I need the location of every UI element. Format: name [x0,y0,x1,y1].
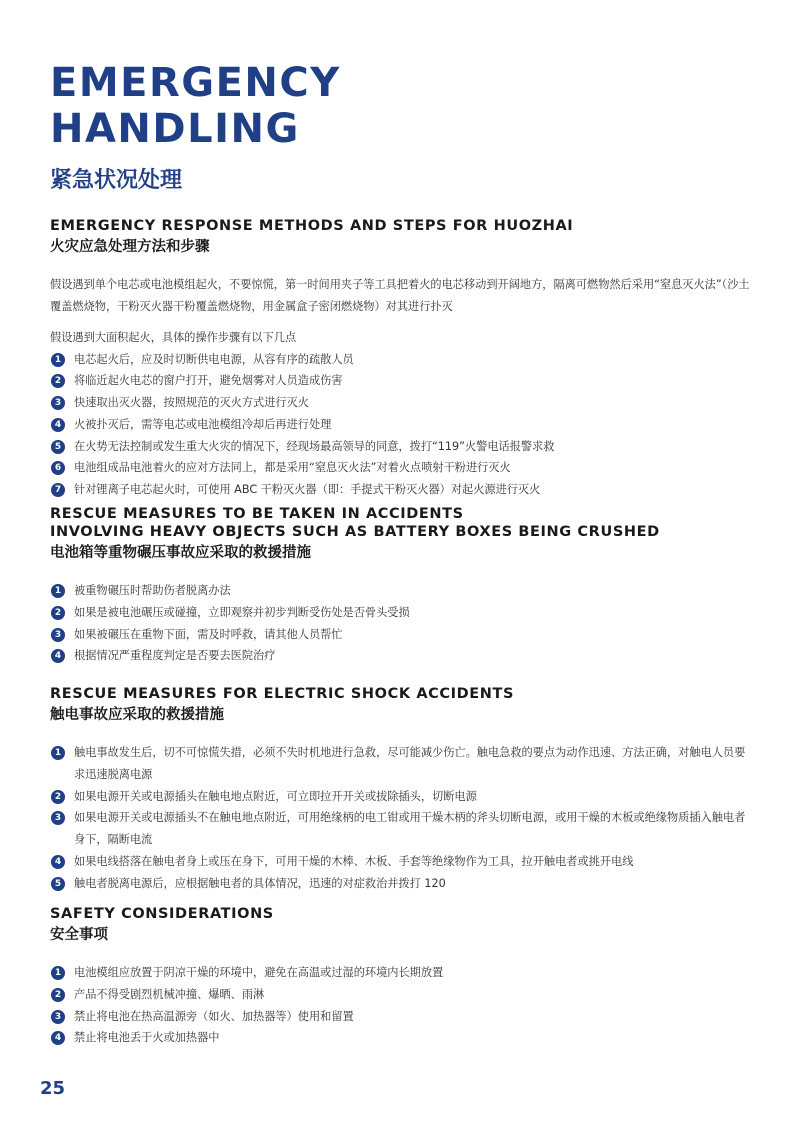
list-item [50,602,750,624]
number-6-icon: 6 [51,461,65,475]
number-2-icon: 2 [51,606,65,620]
page-number: 25 [40,1078,66,1099]
number-2-icon: 2 [51,988,65,1002]
section-safety [50,905,750,1049]
list-item [50,479,750,501]
number-2-icon: 2 [51,790,65,804]
list-item [50,851,750,873]
section-heading-en: EMERGENCY RESPONSE METHODS AND STEPS FOR HUOZHAI [50,218,574,234]
number-5-icon: 5 [51,877,65,891]
section-heading-cn: 火灾应急处理方法和步骤 [50,239,210,255]
number-4-icon: 4 [51,418,65,432]
section-heading-cn: 电池箱等重物碾压事故应采取的救援措施 [50,545,311,561]
section-heading-en: SAFETY CONSIDERATIONS [50,906,274,922]
list-item [50,414,750,436]
number-1-icon: 1 [51,353,65,367]
number-7-icon: 7 [51,483,65,497]
number-1-icon: 1 [51,966,65,980]
list-item [50,1006,750,1028]
list-item [50,984,750,1006]
list-item [50,645,750,667]
list-item-text: 在火势无法控制或发生重大火灾的情况下，经现场最高领导的同意，拨打“119”火警电话报警求救 [74,439,555,453]
list-item [50,807,750,851]
steps-list [50,742,750,895]
list-item-text: 如果是被电池碾压或碰撞，立即观察并初步判断受伤处是否骨头受损 [74,605,410,619]
list-item-text: 火被扑灭后，需等电芯或电池模组冷却后再进行处理 [74,417,332,431]
number-3-icon: 3 [51,396,65,410]
list-item [50,349,750,371]
intro-paragraph: 假设遇到单个电芯或电池模组起火，不要惊慌，第一时间用夹子等工具把着火的电芯移动到开阔地方，隔离可燃物然后采用“窒息灭火法”（沙土覆盖燃烧物，干粉灭火器干粉覆盖燃烧物，用金属盒子密闭燃烧物）对其进行扑灭 [50,278,750,313]
section-heading-cn: 安全事项 [50,927,108,943]
list-item-text: 如果电源开关或电源插头在触电地点附近，可立即拉开开关或拔除插头，切断电源 [74,789,477,803]
list-item-text: 如果电线搭落在触电者身上或压在身下，可用干燥的木棒、木板、手套等绝缘物作为工具，拉开触电者或挑开电线 [74,854,634,868]
list-item [50,742,750,786]
lead-paragraph: 假设遇到大面积起火，具体的操作步骤有以下几点 [50,331,297,344]
list-item-text: 如果电源开关或电源插头不在触电地点附近，可用绝缘柄的电工钳或用干燥木柄的斧头切断电源，或用干燥的木板或绝缘物质插入触电者身下，隔断电流 [74,811,746,847]
list-item [50,624,750,646]
section-heading-en: RESCUE MEASURES TO BE TAKEN IN ACCIDENTS INVOLVING HEAVY OBJECTS SUCH AS BATTERY BOXES BEING CRUSHED [50,506,660,540]
list-item [50,436,750,458]
section-heading-en: RESCUE MEASURES FOR ELECTRIC SHOCK ACCIDENTS [50,686,515,702]
section-fire-response [50,217,750,501]
steps-list [50,349,750,502]
number-1-icon: 1 [51,746,65,760]
list-item-text: 快速取出灭火器，按照规范的灭火方式进行灭火 [74,396,309,410]
number-4-icon: 4 [51,649,65,663]
number-3-icon: 3 [51,811,65,825]
steps-list [50,580,750,667]
number-4-icon: 4 [51,855,65,869]
list-item [50,392,750,414]
number-5-icon: 5 [51,440,65,454]
list-item [50,1027,750,1049]
list-item-text: 如果被碾压在重物下面，需及时呼救，请其他人员帮忙 [74,627,343,641]
number-4-icon: 4 [51,1031,65,1045]
list-item-text: 产品不得受剧烈机械冲撞、爆晒、雨淋 [74,987,265,1001]
list-item-text: 禁止将电池丢于火或加热器中 [74,1031,220,1045]
steps-list [50,962,750,1049]
page-subtitle: 紧急状况处理 [50,168,183,193]
number-3-icon: 3 [51,628,65,642]
list-item-text: 针对锂离子电芯起火时，可使用 ABC 干粉灭火器（即：手提式干粉灭火器）对起火源进行灭火 [74,483,541,497]
list-item [50,580,750,602]
number-1-icon: 1 [51,584,65,598]
section-crush-rescue [50,505,750,667]
list-item-text: 电芯起火后，应及时切断供电电源，从容有序的疏散人员 [74,352,354,366]
list-item-text: 电池模组应放置于阴凉干燥的环境中，避免在高温或过湿的环境内长期放置 [74,966,444,979]
page-title: EMERGENCY HANDLING [50,60,341,152]
list-item [50,873,750,895]
number-2-icon: 2 [51,374,65,388]
list-item-text: 根据情况严重程度判定是否要去医院治疗 [74,649,276,663]
list-item [50,962,750,984]
number-3-icon: 3 [51,1010,65,1024]
list-item [50,786,750,808]
list-item-text: 触电者脱离电源后，应根据触电者的具体情况，迅速的对症救治并拨打 120 [74,876,446,890]
section-heading-cn: 触电事故应采取的救援措施 [50,707,224,723]
list-item-text: 被重物碾压时帮助伤者脱离办法 [74,584,231,597]
section-electric-shock [50,685,750,895]
list-item-text: 禁止将电池在热高温源旁（如火、加热器等）使用和留置 [74,1009,354,1023]
list-item [50,457,750,479]
list-item [50,370,750,392]
list-item-text: 将临近起火电芯的窗户打开，避免烟雾对人员造成伤害 [74,374,343,388]
list-item-text: 电池组成品电池着火的应对方法同上，都是采用“窒息灭火法”对着火点喷射干粉进行灭火 [74,461,511,475]
list-item-text: 触电事故发生后，切不可惊慌失措，必须不失时机地进行急救，尽可能减少伤亡。触电急救的要点为动作迅速、方法正确，对触电人员要求迅速脱离电源 [74,746,746,781]
